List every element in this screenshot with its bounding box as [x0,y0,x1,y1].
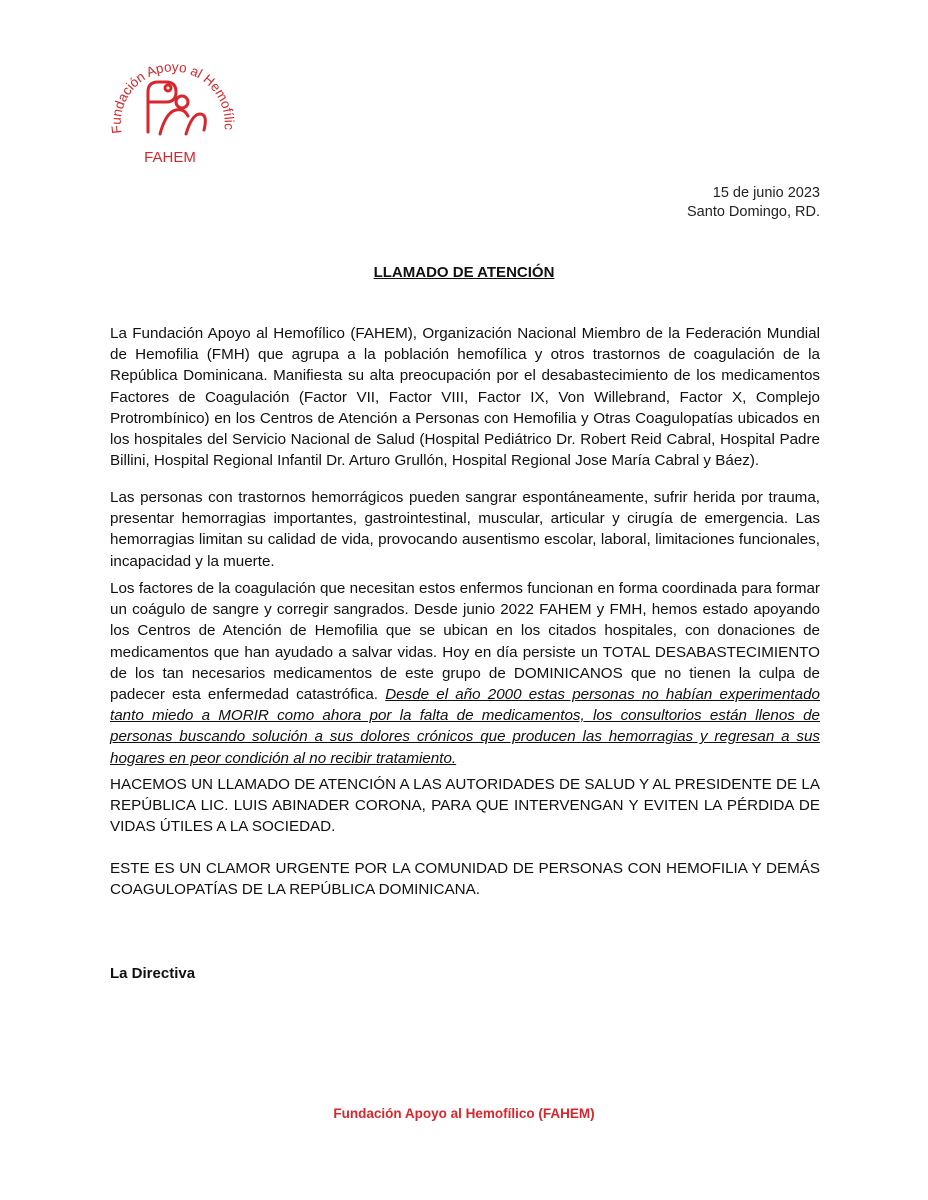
fahem-logo [100,40,240,170]
paragraph-coagulation-emphasis: Desde el año 2000 estas personas no habían experimentado tanto miedo a MORIR como ahora por la falta de medicamentos, los consultorios están llenos de personas buscando solución a sus dolores crónicos que producen las hemorragias y regresan a sus hogares en peor condición al no recibir tratamiento. [110,686,820,767]
paragraph-urgent-plea: ESTE ES UN CLAMOR URGENTE POR LA COMUNIDAD DE PERSONAS CON HEMOFILIA Y DEMÁS COAGULOPATÍAS DE LA REPÚBLICA DOMINICANA. [110,860,820,899]
date-place-block [687,184,820,222]
logo-arc-text-path: Fundación Apoyo al Hemofílic [108,59,237,135]
paragraph-intro: La Fundación Apoyo al Hemofílico (FAHEM), Organización Nacional Miembro de la Federación Mundial de Hemofilia (FMH) que agrupa a la población hemofílica y otros trastornos de coagulación de la República Dominicana. Manifiesta su alta preocupación por el desabastecimiento de los medicamentos Factores de Coagulación (Factor VII, Factor VIII, Factor IX, Von Willebrand, Factor X, Complejo Protrombínico) en los Centros de Atención a Personas con Hemofilia y Otras Coagulopatías ubicados en los hospitales del Servicio Nacional de Salud (Hospital Pediátrico Dr. Robert Reid Cabral, Hospital Padre Billini, Hospital Regional Infantil Dr. Arturo Grullón, Hospital Regional Jose María Cabral y Báez). [110,325,820,470]
paragraph-call-to-authorities: HACEMOS UN LLAMADO DE ATENCIÓN A LAS AUTORIDADES DE SALUD Y AL PRESIDENTE DE LA REPÚBLICA LIC. LUIS ABINADER CORONA, PARA QUE INTERVENGAN Y EVITEN LA PÉRDIDA DE VIDAS ÚTILES A LA SOCIEDAD. [110,776,820,836]
footer-organization: Fundación Apoyo al Hemofílico (FAHEM) [333,1106,595,1121]
logo-arc-text [100,40,237,134]
logo-emblem-icon [100,40,240,170]
paragraph-bleeding-disorders: Las personas con trastornos hemorrágicos pueden sangrar espontáneamente, sufrir herida por trauma, presentar hemorragias importantes, gastrointestinal, muscular, articular y cirugía de emergencia. Las hemorragias limitan su calidad de vida, provocando ausentismo escolar, laboral, limitaciones funcionales, incapacidad y la muerte. [110,489,820,570]
letter-date: 15 de junio 2023 [712,185,820,201]
letter-title: LLAMADO DE ATENCIÓN [373,264,555,281]
paragraph-coagulation-plain: Los factores de la coagulación que necesitan estos enfermos funcionan en forma coordinada para formar un coágulo de sangre y corregir sangrados. Desde junio 2022 FAHEM y FMH, hemos estado apoyando los Centros de Atención de Hemofilia que se ubican en los citados hospitales, con donaciones de medicamentos que han ayudado a salvar vidas. Hoy en día persiste un TOTAL DESABASTECIMIENTO de los tan necesarios medicamentos de este grupo de DOMINICANOS que no tienen la culpa de padecer esta enfermedad catastrófica. [110,580,820,704]
letter-place: Santo Domingo, RD. [687,204,820,220]
signature: La Directiva [110,965,196,982]
paragraph-coagulation-factors [110,578,820,769]
logo-acronym: FAHEM [144,149,196,166]
logo-figure-icon [148,82,205,134]
